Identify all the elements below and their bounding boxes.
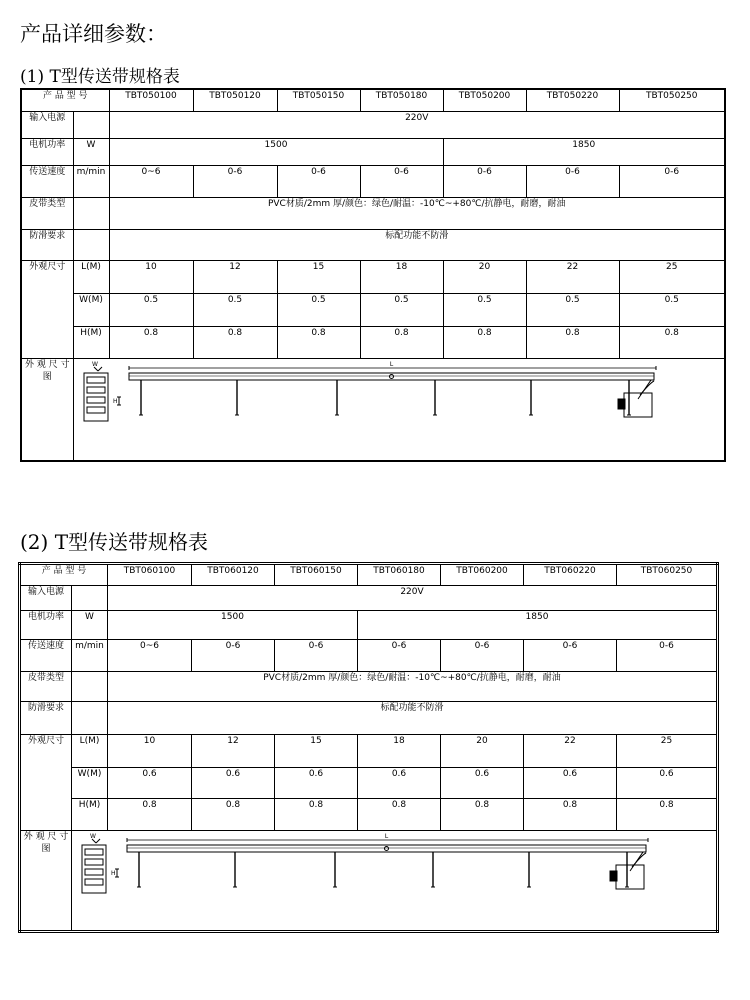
model-row [20, 564, 718, 586]
dimension-value: 0.8 [277, 326, 360, 358]
dimension-value: 0.8 [443, 326, 526, 358]
input-power-row [21, 111, 725, 138]
table-1-heading: (1) T型传送带规格表 [20, 67, 180, 87]
model-code: TBT060150 [275, 564, 358, 586]
unit-cell [72, 672, 108, 702]
anti-slip-label: 防滑要求 [20, 702, 72, 735]
dimension-value: 0.8 [441, 799, 524, 831]
dimension-unit: W(M) [73, 293, 109, 326]
model-code: TBT060120 [192, 564, 275, 586]
dimension-value: 0.6 [192, 768, 275, 799]
drawing-row [21, 358, 725, 461]
height-mark: H [111, 870, 116, 877]
unit-cell [73, 111, 109, 138]
dimension-value: 15 [275, 735, 358, 768]
dimension-value: 0.5 [109, 293, 193, 326]
model-row [21, 89, 725, 111]
model-code: TBT050250 [619, 89, 725, 111]
length-mark: L [384, 833, 389, 840]
model-code: TBT050200 [443, 89, 526, 111]
dimension-value: 0.8 [617, 799, 718, 831]
motor-power-label: 电机功率 [20, 611, 72, 640]
dimension-row [21, 326, 725, 358]
motor-power-row [21, 138, 725, 165]
drive-motor [616, 865, 644, 889]
dimension-value: 0.8 [193, 326, 277, 358]
speed-value: 0-6 [277, 165, 360, 197]
dimension-row [21, 260, 725, 293]
table-2-heading: (2) T型传送带规格表 [20, 530, 209, 554]
speed-value: 0-6 [360, 165, 443, 197]
width-mark: W [90, 833, 96, 840]
spec-table-1 [20, 88, 726, 462]
drawing-label: 外 观 尺 寸图 [21, 358, 73, 461]
speed-label: 传送速度 [20, 640, 72, 672]
dimension-value: 0.6 [358, 768, 441, 799]
dimension-value: 0.6 [441, 768, 524, 799]
model-code: TBT060200 [441, 564, 524, 586]
dimension-row [20, 799, 718, 831]
motor-power-value-a: 1500 [108, 611, 358, 640]
dimension-value: 0.5 [619, 293, 725, 326]
unit-cell [72, 702, 108, 735]
speed-value: 0-6 [192, 640, 275, 672]
dimension-value: 0.5 [360, 293, 443, 326]
conveyor-drawing [73, 358, 725, 461]
speed-value: 0~6 [108, 640, 192, 672]
dimension-value: 10 [109, 260, 193, 293]
motor-power-value-a: 1500 [109, 138, 443, 165]
dimension-value: 10 [108, 735, 192, 768]
dimension-unit: L(M) [73, 260, 109, 293]
input-power-value: 220V [109, 111, 725, 138]
page-title: 产品详细参数： [20, 22, 167, 46]
speed-value: 0-6 [443, 165, 526, 197]
dimension-value: 0.8 [524, 799, 617, 831]
dimension-value: 0.8 [275, 799, 358, 831]
anti-slip-row [20, 702, 718, 735]
input-power-label: 输入电源 [20, 586, 72, 611]
dimension-unit: H(M) [72, 799, 108, 831]
dimension-value: 0.8 [108, 799, 192, 831]
anti-slip-value: 标配功能不防滑 [108, 702, 718, 735]
dimension-value: 15 [277, 260, 360, 293]
model-code: TBT050100 [109, 89, 193, 111]
conveyor-drawing [72, 831, 718, 932]
dimensions-label: 外观尺寸 [20, 735, 72, 831]
speed-row [20, 640, 718, 672]
width-mark: W [91, 360, 98, 368]
dimension-value: 20 [443, 260, 526, 293]
speed-value: 0-6 [441, 640, 524, 672]
unit-cell [73, 197, 109, 229]
unit-cell [72, 586, 108, 611]
speed-value: 0-6 [617, 640, 718, 672]
motor-power-label: 电机功率 [21, 138, 73, 165]
motor-power-value-b: 1850 [358, 611, 718, 640]
speed-value: 0-6 [358, 640, 441, 672]
dimension-value: 0.5 [526, 293, 619, 326]
input-power-row [20, 586, 718, 611]
dimension-value: 12 [192, 735, 275, 768]
dimension-value: 0.6 [524, 768, 617, 799]
speed-value: 0-6 [619, 165, 725, 197]
model-code: TBT050150 [277, 89, 360, 111]
anti-slip-row [21, 229, 725, 260]
dimension-value: 22 [524, 735, 617, 768]
speed-value: 0-6 [193, 165, 277, 197]
model-code: TBT050120 [193, 89, 277, 111]
model-code: TBT050180 [360, 89, 443, 111]
speed-value: 0-6 [275, 640, 358, 672]
dimension-value: 0.6 [275, 768, 358, 799]
model-code: TBT060250 [617, 564, 718, 586]
motor-power-row [20, 611, 718, 640]
dimension-value: 0.8 [360, 326, 443, 358]
belt-type-label: 皮带类型 [20, 672, 72, 702]
dimensions-label: 外观尺寸 [21, 260, 73, 358]
dimension-row [20, 735, 718, 768]
dimension-value: 0.5 [277, 293, 360, 326]
input-power-value: 220V [108, 586, 718, 611]
dimension-value: 18 [358, 735, 441, 768]
speed-row [21, 165, 725, 197]
input-power-label: 输入电源 [21, 111, 73, 138]
dimension-value: 0.6 [617, 768, 718, 799]
belt-type-row [21, 197, 725, 229]
conveyor-outline [72, 831, 706, 930]
belt-type-value: PVC材质/2mm 厚/颜色：绿色/耐温：-10℃~+80℃/抗静电，耐磨，耐油 [109, 197, 725, 229]
drawing-label: 外 观 尺 寸图 [20, 831, 72, 932]
drawing-row [20, 831, 718, 932]
dimension-value: 0.8 [619, 326, 725, 358]
motor-power-value-b: 1850 [443, 138, 725, 165]
dimension-value: 0.5 [443, 293, 526, 326]
unit-cell [73, 229, 109, 260]
speed-unit: m/min [72, 640, 108, 672]
dimension-row [21, 293, 725, 326]
speed-value: 0-6 [524, 640, 617, 672]
belt-type-label: 皮带类型 [21, 197, 73, 229]
dimension-value: 25 [619, 260, 725, 293]
speed-unit: m/min [73, 165, 109, 197]
anti-slip-value: 标配功能不防滑 [109, 229, 725, 260]
belt-type-value: PVC材质/2mm 厚/颜色：绿色/耐温：-10℃~+80℃/抗静电，耐磨，耐油 [108, 672, 718, 702]
dimension-value: 0.8 [192, 799, 275, 831]
dimension-value: 0.8 [358, 799, 441, 831]
length-mark: L [389, 360, 393, 368]
dimension-value: 25 [617, 735, 718, 768]
model-label: 产 品 型 号 [20, 564, 108, 586]
model-label: 产 品 型 号 [21, 89, 109, 111]
anti-slip-label: 防滑要求 [21, 229, 73, 260]
model-code: TBT060220 [524, 564, 617, 586]
conveyor-outline [74, 359, 714, 460]
drive-motor [624, 393, 652, 417]
dimension-value: 0.8 [109, 326, 193, 358]
belt-type-row [20, 672, 718, 702]
motor-power-unit: W [72, 611, 108, 640]
dimension-value: 20 [441, 735, 524, 768]
dimension-value: 0.8 [526, 326, 619, 358]
dimension-unit: H(M) [73, 326, 109, 358]
dimension-value: 0.5 [193, 293, 277, 326]
speed-value: 0-6 [526, 165, 619, 197]
dimension-unit: W(M) [72, 768, 108, 799]
spec-table-2 [18, 562, 719, 933]
motor-power-unit: W [73, 138, 109, 165]
model-code: TBT060180 [358, 564, 441, 586]
speed-label: 传送速度 [21, 165, 73, 197]
dimension-unit: L(M) [72, 735, 108, 768]
dimension-value: 22 [526, 260, 619, 293]
height-mark: H [112, 397, 118, 405]
dimension-value: 18 [360, 260, 443, 293]
dimension-value: 0.6 [108, 768, 192, 799]
dimension-row [20, 768, 718, 799]
speed-value: 0~6 [109, 165, 193, 197]
model-code: TBT050220 [526, 89, 619, 111]
dimension-value: 12 [193, 260, 277, 293]
model-code: TBT060100 [108, 564, 192, 586]
